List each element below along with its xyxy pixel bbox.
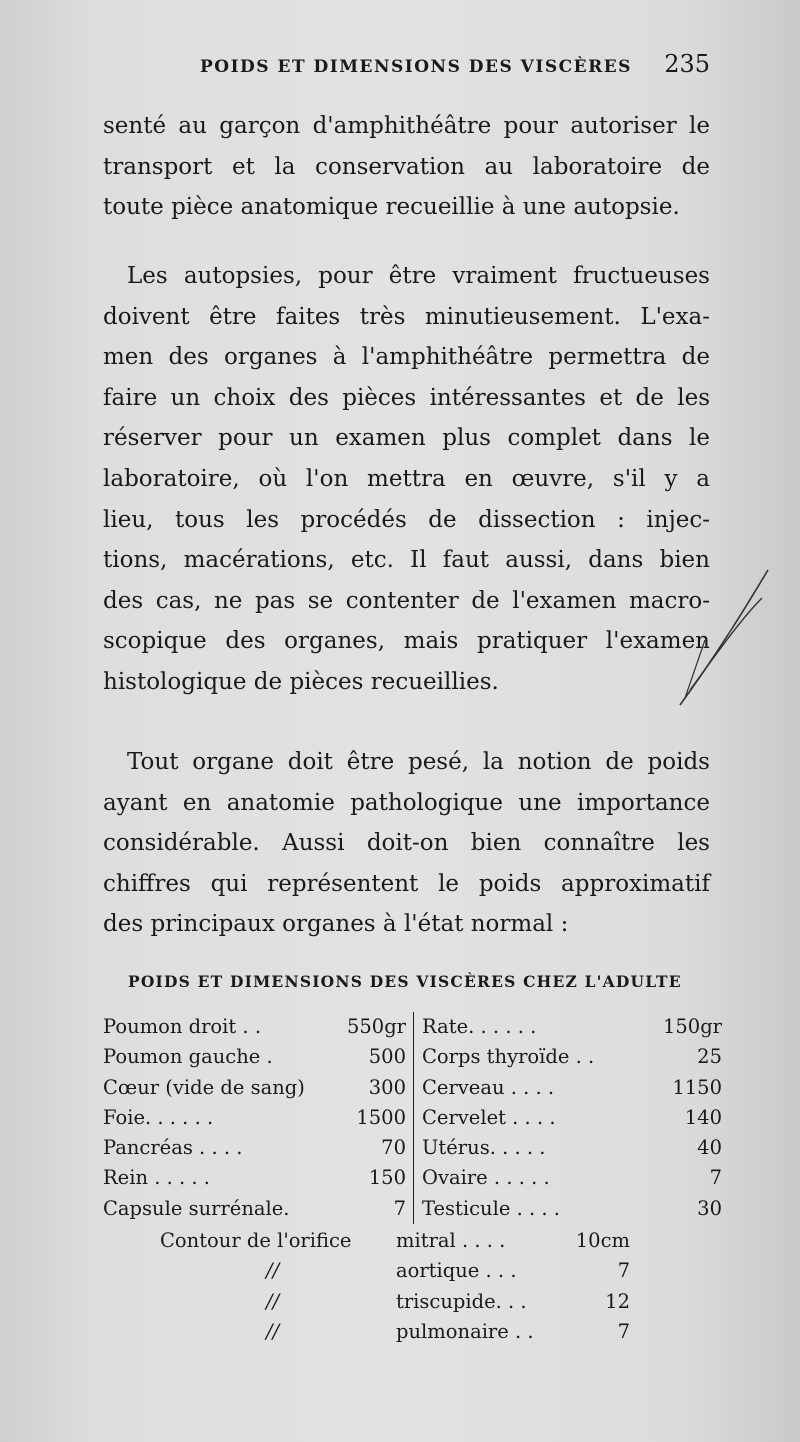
paragraph-1 [103, 106, 710, 228]
running-head [200, 50, 710, 78]
orifice-name: triscupide. . . [396, 1289, 527, 1313]
table-row [103, 1163, 406, 1193]
orifice-name: aortique . . . [396, 1259, 517, 1283]
text-line: tions, macérations, etc. Il faut aussi, dans bien [103, 547, 710, 574]
text-line: transport et la conservation au laboratoire de [103, 153, 710, 180]
table-row [422, 1012, 722, 1042]
table-row [422, 1194, 722, 1224]
ditto-mark: // [266, 1289, 280, 1313]
text-line: laboratoire, où l'on mettra en œuvre, s'il y a [103, 465, 710, 492]
organ-name: Cerveau . . . . [422, 1075, 555, 1099]
text-line: des principaux organes à l'état normal : [103, 911, 569, 938]
text-line: chiffres qui représentent le poids approximatif [103, 870, 710, 897]
organ-value: 25 [697, 1045, 722, 1069]
text-line: scopique des organes, mais pratiquer l'examen [103, 628, 710, 655]
page-number: 235 [664, 50, 710, 78]
organ-name: Utérus. . . . . [422, 1136, 546, 1160]
table-row [103, 1194, 406, 1224]
table-row [103, 1073, 406, 1103]
text-line: faire un choix des pièces intéressantes et de les [103, 384, 710, 411]
organ-value: 140 [684, 1105, 722, 1129]
text-line: lieu, tous les procédés de dissection : injec- [103, 506, 710, 533]
text-line: senté au garçon d'amphithéâtre pour autoriser le [103, 113, 710, 139]
table-row [103, 1133, 406, 1163]
organ-name: Foie. . . . . . [103, 1105, 214, 1129]
organ-name: Cœur (vide de sang) [103, 1075, 305, 1099]
orifice-name: pulmonaire . . [396, 1319, 534, 1343]
text-line: ayant en anatomie pathologique une importance [103, 789, 710, 816]
text-line: Les autopsies, pour être vraiment fructueuses [127, 263, 710, 289]
table-left-column [103, 1012, 414, 1224]
organ-value: 7 [709, 1166, 722, 1190]
table-row [103, 1103, 406, 1133]
text-line: considérable. Aussi doit-on bien connaître les [103, 830, 710, 857]
organ-value: 30 [697, 1196, 722, 1220]
organ-value: 150gr [662, 1015, 722, 1038]
text-line: des cas, ne pas se contenter de l'examen macro- [103, 587, 710, 614]
orifice-value: 10cm [575, 1229, 630, 1252]
text-line: doivent être faites très minutieusement. L'exa- [103, 303, 710, 330]
running-head-title: POIDS ET DIMENSIONS DES VISCÈRES [200, 57, 632, 77]
organ-value: 150 [368, 1166, 406, 1190]
organ-name: Pancréas . . . . [103, 1136, 243, 1160]
orifice-value: 7 [617, 1259, 630, 1283]
orifice-table [160, 1226, 670, 1347]
table-row [422, 1163, 722, 1193]
orifice-label: Contour de l'orifice [160, 1229, 352, 1252]
organ-value: 550gr [346, 1015, 406, 1038]
organ-value: 40 [697, 1136, 722, 1160]
organ-value: 500 [368, 1045, 406, 1069]
organ-name: Poumon gauche . [103, 1045, 273, 1069]
organ-value: 1150 [672, 1075, 722, 1099]
viscera-table [103, 1012, 723, 1224]
table-right-column [414, 1012, 722, 1224]
table-title: POIDS ET DIMENSIONS DES VISCÈRES CHEZ L'ADULTE [128, 972, 682, 991]
organ-name: Corps thyroïde . . [422, 1045, 595, 1069]
table-row [422, 1133, 722, 1163]
pen-strike-mark [640, 560, 780, 720]
organ-value: 300 [368, 1075, 406, 1099]
text-line: Tout organe doit être pesé, la notion de poids [127, 749, 710, 775]
orifice-value: 7 [617, 1319, 630, 1343]
organ-name: Poumon droit . . [103, 1015, 262, 1038]
orifice-row [160, 1317, 670, 1347]
organ-name: Rate. . . . . . [422, 1015, 537, 1038]
table-row [422, 1103, 722, 1133]
text-line: histologique de pièces recueillies. [103, 668, 499, 695]
organ-value: 7 [393, 1196, 406, 1220]
orifice-row [160, 1256, 670, 1286]
orifice-row [160, 1226, 670, 1256]
ditto-mark: // [266, 1319, 280, 1343]
organ-name: Ovaire . . . . . [422, 1166, 550, 1190]
text-line: réserver pour un examen plus complet dans le [103, 425, 710, 452]
paragraph-2 [103, 256, 710, 703]
paragraph-3 [103, 742, 710, 945]
organ-value: 1500 [356, 1105, 406, 1129]
orifice-name: mitral . . . . [396, 1229, 506, 1252]
ditto-mark: // [266, 1259, 280, 1283]
orifice-value: 12 [605, 1289, 630, 1313]
orifice-row [160, 1287, 670, 1317]
organ-value: 70 [381, 1136, 406, 1160]
table-row [103, 1042, 406, 1072]
organ-name: Capsule surrénale. [103, 1196, 290, 1220]
table-row [422, 1073, 722, 1103]
organ-name: Rein . . . . . [103, 1166, 211, 1190]
text-line: toute pièce anatomique recueillie à une autopsie. [103, 194, 680, 221]
organ-name: Cervelet . . . . [422, 1105, 556, 1129]
organ-name: Testicule . . . . [422, 1196, 560, 1220]
table-row [103, 1012, 406, 1042]
table-row [422, 1042, 722, 1072]
text-line: men des organes à l'amphithéâtre permettra de [103, 344, 710, 371]
